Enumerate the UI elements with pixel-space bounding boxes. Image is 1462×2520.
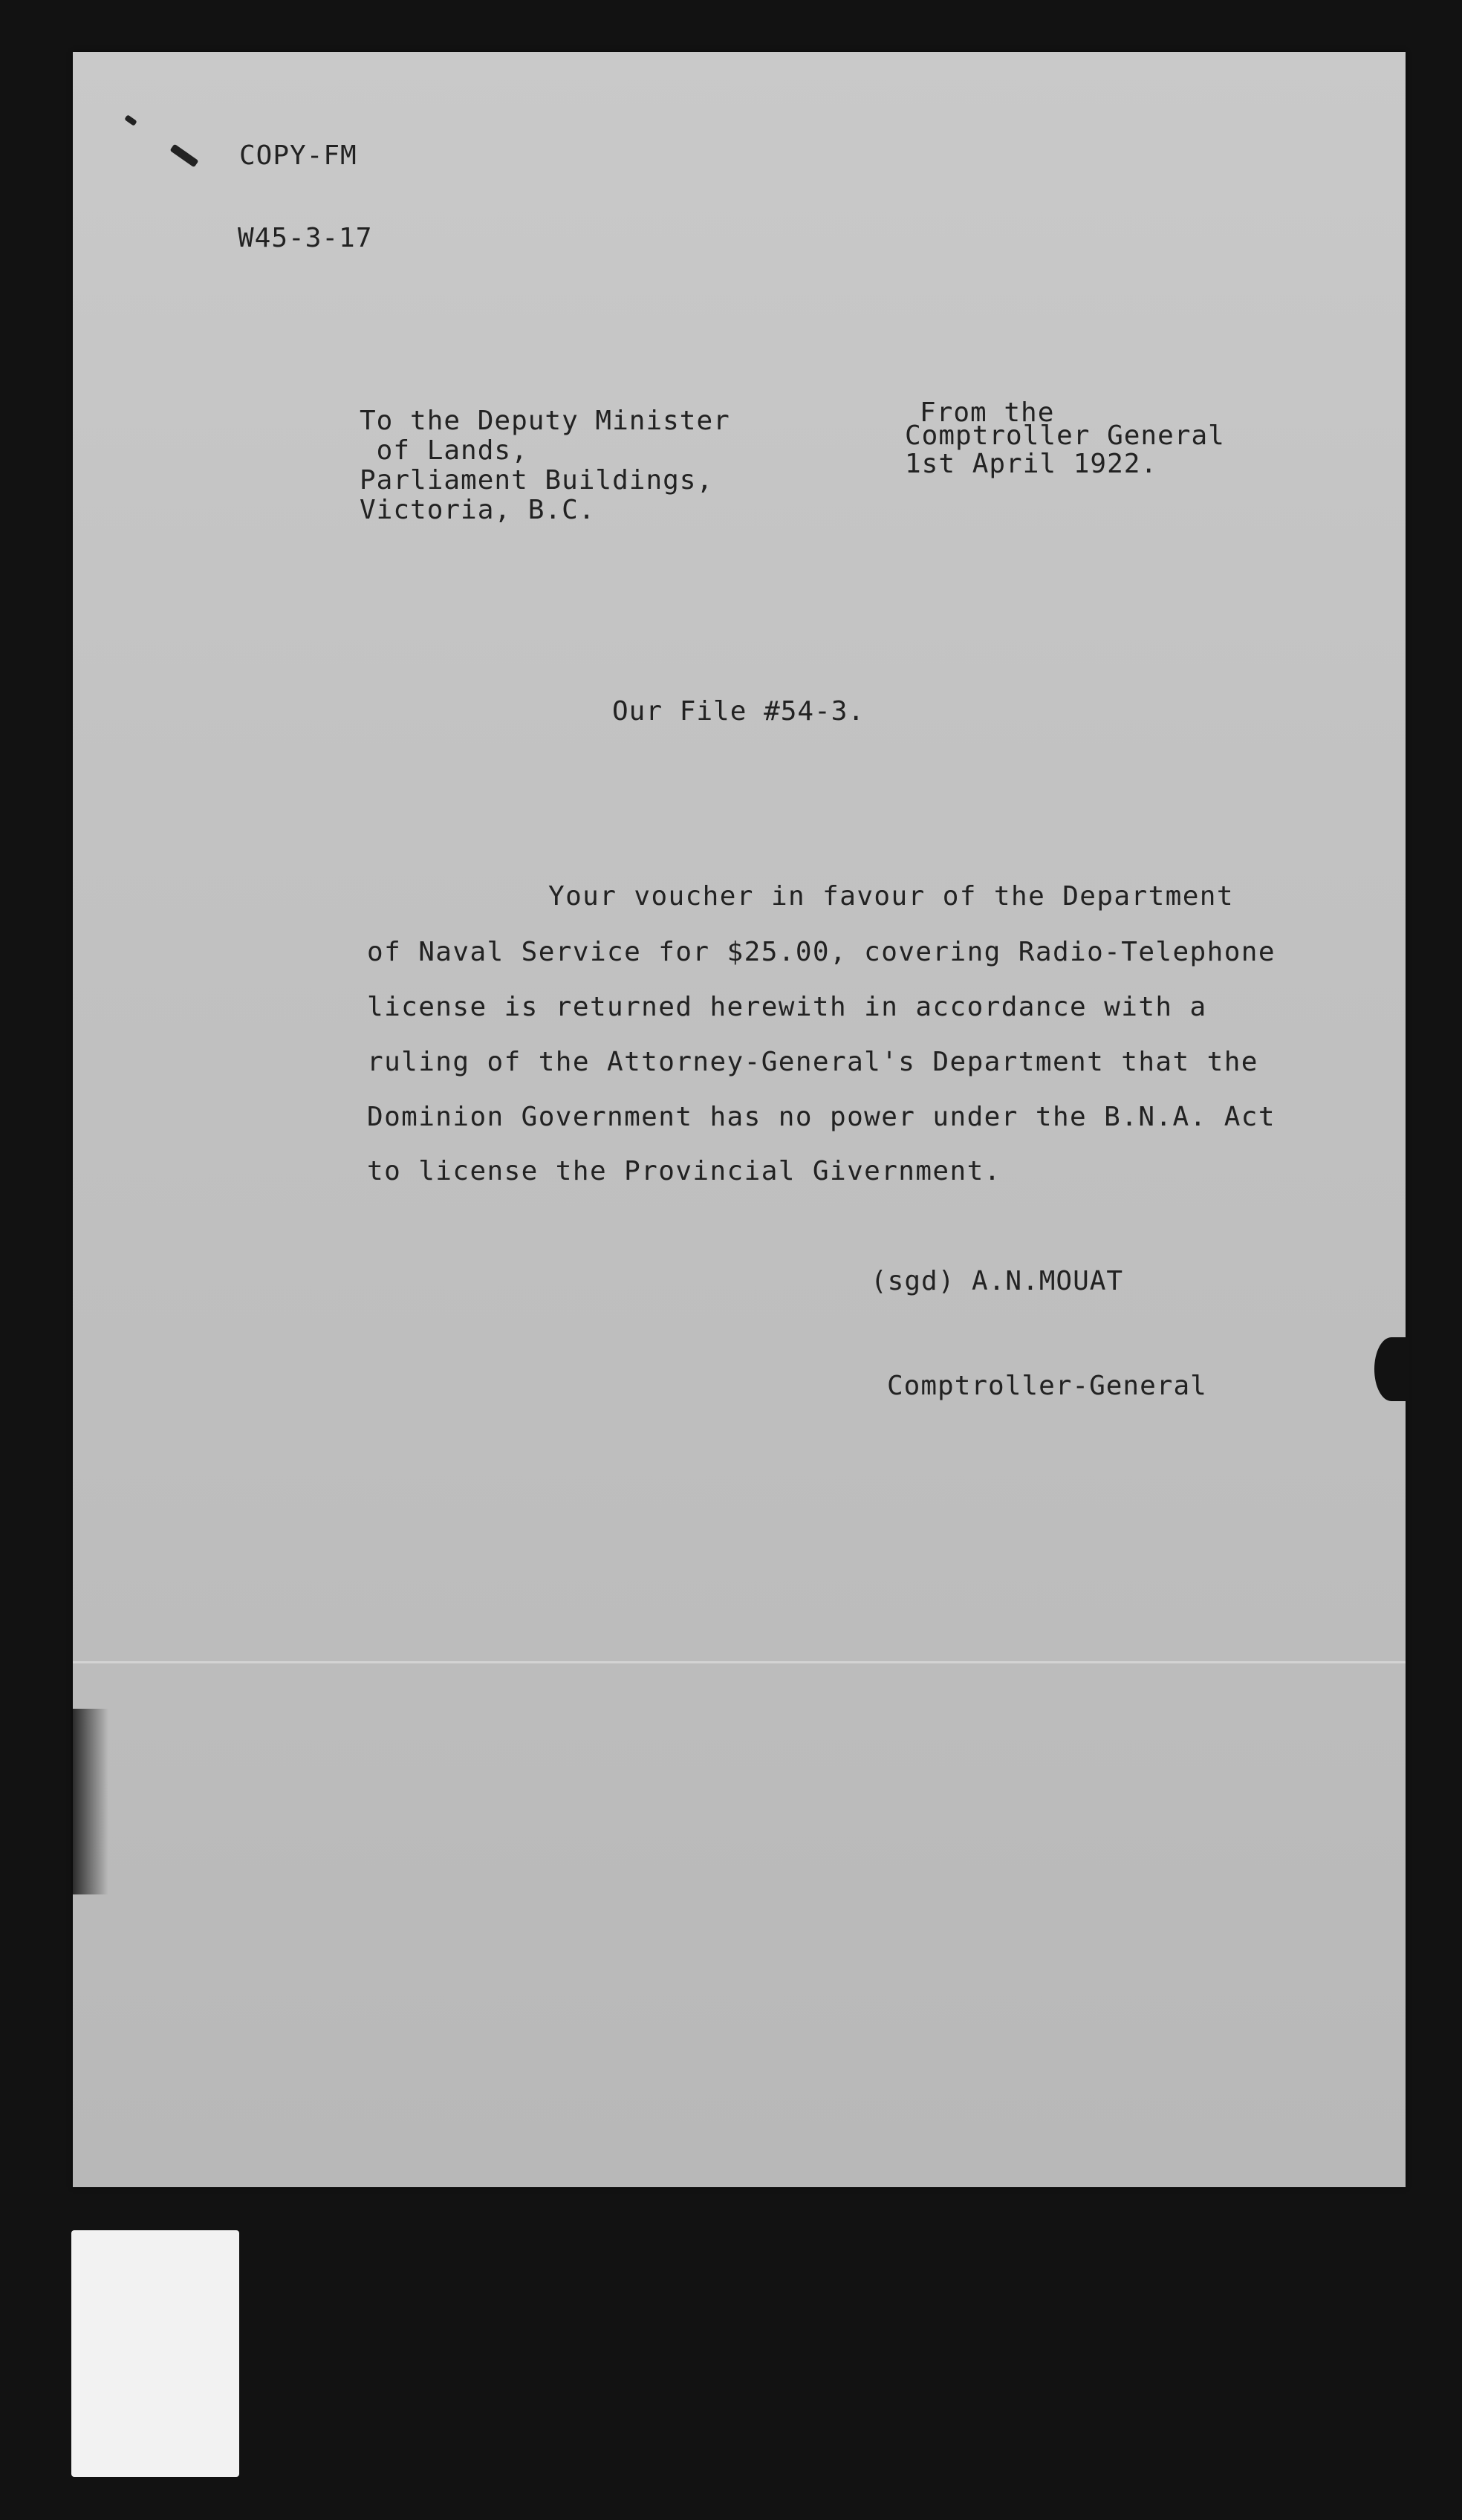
body-line: Dominion Government has no power under the B.N.A. Act (367, 1102, 1276, 1132)
copy-mark: COPY-FM (239, 140, 357, 171)
file-reference: Our File #54-3. (612, 696, 865, 727)
paper-edge-notch (1374, 1337, 1409, 1401)
recipient-line: Parliament Buildings, (360, 465, 714, 496)
body-line: of Naval Service for $25.00, covering Radio-Telephone (367, 937, 1276, 967)
signature-line: (sgd) A.N.MOUAT (871, 1266, 1124, 1296)
body-line: ruling of the Attorney-General's Department that the (367, 1047, 1258, 1077)
body-line: license is returned herewith in accordance with a (367, 992, 1207, 1022)
recipient-line: To the Deputy Minister (360, 406, 730, 436)
body-line: Your voucher in favour of the Department (548, 881, 1234, 912)
paper-fold-line (73, 1661, 1406, 1663)
body-line: to license the Provincial Givernment. (367, 1156, 1001, 1186)
paper-shadow-edge (73, 1709, 108, 1894)
recipient-line: of Lands, (360, 435, 528, 466)
recipient-line: Victoria, B.C. (360, 495, 596, 525)
sender-line: 1st April 1922. (905, 449, 1158, 479)
archive-label-card (71, 2230, 239, 2477)
sender-line: Comptroller General (905, 420, 1225, 451)
file-number: W45-3-17 (238, 223, 373, 253)
signatory-title: Comptroller-General (887, 1371, 1207, 1401)
sender-line: From the (920, 397, 1055, 428)
